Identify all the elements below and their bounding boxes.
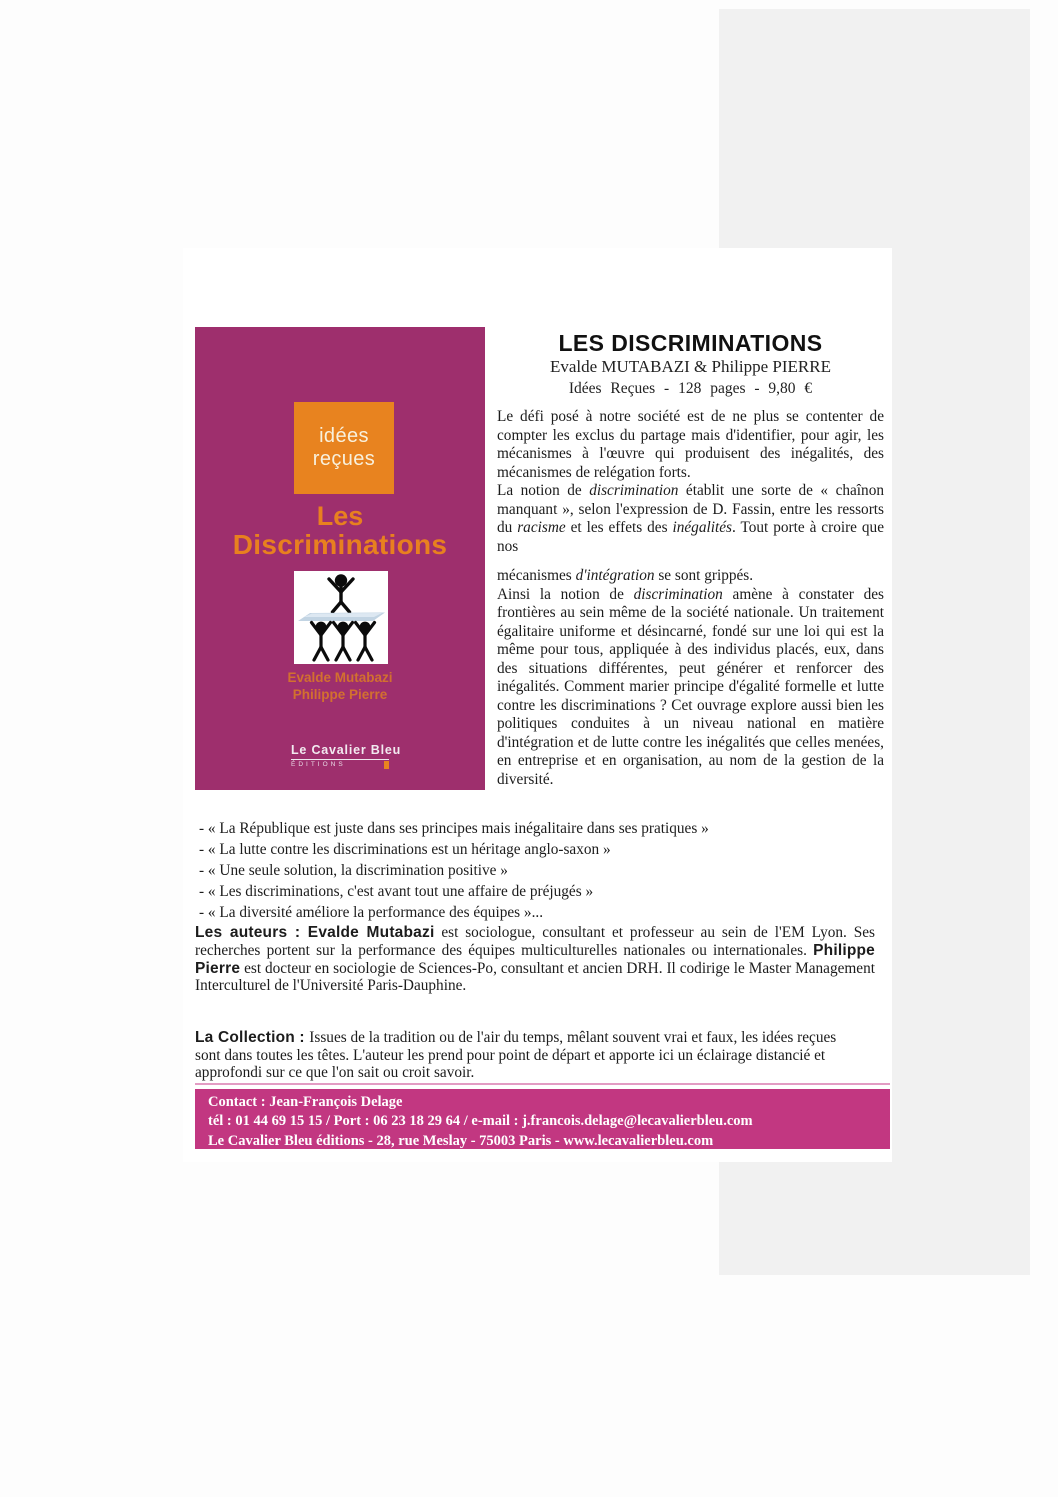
contact-phone-email-line: tél : 01 44 69 15 15 / Port : 06 23 18 29 64 / e-mail : j.francois.delage@lecavalierbleu.com — [208, 1113, 753, 1130]
publisher-logo — [291, 743, 402, 769]
collection-section: La Collection : Issues de la tradition ou de l'air du temps, mêlant souvent vrai et faux, les idées reçues sont dans toutes les têtes. L'auteur les prend pour point de départ et apporte ici un éclairage distancié et approfondi sur ce que l'on sait ou croit savoir. — [195, 1029, 837, 1081]
idees-recues-badge — [294, 402, 394, 494]
cover-author-2: Philippe Pierre — [292, 687, 388, 702]
quote-line: - « Une seule solution, la discrimination positive » — [199, 862, 508, 879]
publisher-logo-mark-icon — [384, 761, 389, 769]
header-and-body-column — [497, 332, 884, 789]
cover-title-line-2: Discriminations — [232, 529, 448, 560]
book-cover — [195, 327, 485, 790]
publisher-name: Le Cavalier Bleu — [291, 743, 402, 757]
quote-line: - « La République est juste dans ses principes mais inégalitaire dans ses pratiques » — [199, 820, 709, 837]
cover-title-line-1: Les — [316, 501, 364, 531]
badge-line-2: reçues — [312, 448, 376, 470]
body-paragraph-4: Ainsi la notion de discrimination amène à constater des frontières au sein même de la société nationale. Un traitement égalitaire uniforme et désincarné, fondé sur une loi qui est la même pour tous, appliquée à des individus placés, eux, dans des situations différentes, peut générer et renforcer des inégalités. Comment marier principe d'égalité formelle et lutte contre les discriminations ? Cet ouvrage explore aussi bien les politiques conduites à un niveau national en matière d'intégration et de lutte contre les inégalités que celles menées, en entreprise et en organisation, au nom de la gestion de la diversité. — [497, 585, 884, 788]
press-release-page — [183, 248, 892, 1162]
quote-line: - « La diversité améliore la performance des équipes »... — [199, 904, 544, 921]
publisher-rule — [291, 759, 389, 769]
publisher-editions-label: ÉDITIONS — [291, 761, 346, 768]
page-title: LES DISCRIMINATIONS — [558, 330, 823, 356]
contact-divider — [195, 1083, 890, 1085]
body-paragraph-1: Le défi posé à notre société est de ne plus se contenter de compter les exclus du partage mais d'identifier, pour agir, les mécanismes à l'œuvre qui produisent des inégalités, des mécanismes de relégation forts. — [497, 408, 884, 481]
quote-line: - « La lutte contre les discriminations est un héritage anglo-saxon » — [199, 841, 611, 858]
stick-figures-icon — [294, 571, 388, 664]
contact-address-line: Le Cavalier Bleu éditions - 28, rue Meslay - 75003 Paris - www.lecavalierbleu.com — [208, 1132, 714, 1149]
contact-name-line: Contact : Jean-François Delage — [208, 1094, 403, 1110]
cover-authors — [195, 669, 485, 703]
glass-ceiling-illustration — [294, 571, 388, 664]
quote-line: - « Les discriminations, c'est avant tout une affaire de préjugés » — [199, 883, 594, 900]
badge-line-1: idées — [319, 425, 369, 447]
cover-author-1: Evalde Mutabazi — [287, 670, 393, 685]
contact-block — [195, 1089, 890, 1149]
body-paragraph-3: mécanismes d'intégration se sont grippés. — [497, 567, 754, 584]
cover-title — [195, 503, 485, 559]
body-paragraph-2: La notion de discrimination établit une sorte de « chaînon manquant », selon l'expression de D. Fassin, entre les ressorts du racisme et les effets des inégalités. Tout porte à croire que nos — [497, 482, 884, 555]
page-authors: Evalde MUTABAZI & Philippe PIERRE — [549, 357, 831, 376]
body-paragraphs — [497, 408, 884, 789]
authors-section: Les auteurs : Evalde Mutabazi est sociologue, consultant et professeur au sein de l'EM Lyon. Ses recherches portent sur la performance des équipes multiculturelles nationales ou internationales. Philippe Pierre est docteur en sociologie de Sciences-Po, consultant et ancien DRH. Il codirige le Master Management Interculturel de l'Université Paris-Dauphine. — [195, 924, 875, 995]
received-ideas-quotes — [199, 818, 879, 923]
collection-info-line: Idées Reçues - 128 pages - 9,80 € — [568, 380, 813, 397]
